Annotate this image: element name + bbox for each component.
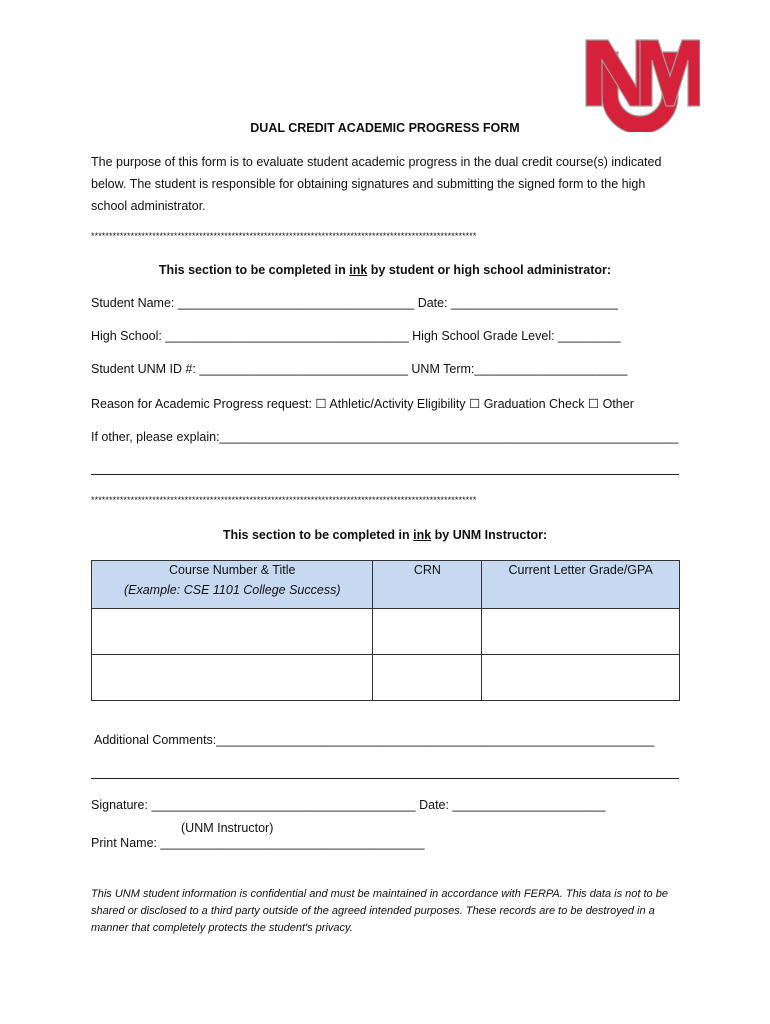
instructor-section-heading: This section to be completed in ink by UNM Instructor: xyxy=(222,528,548,542)
course-title-header: Course Number & Title (Example: CSE 1101 College Success) xyxy=(92,561,373,609)
course-cell[interactable] xyxy=(92,609,373,655)
student-section-heading: This section to be completed in ink by student or high school administrator: xyxy=(158,263,612,277)
grade-cell[interactable] xyxy=(482,655,680,701)
purpose-paragraph: The purpose of this form is to evaluate student academic progress in the dual credit course(s) indicated below. The student is responsible for obtaining signatures and submitting the signed form to the high school administrator. xyxy=(91,155,662,213)
signature-field[interactable]: Signature: ______________________________________ Date: ______________________ xyxy=(91,798,606,812)
crn-header: CRN xyxy=(373,561,482,609)
comments-field[interactable]: Additional Comments:_______________________________________________________________ xyxy=(94,733,655,747)
student-name-field[interactable]: Student Name: __________________________________ Date: ________________________ xyxy=(91,296,618,310)
course-cell[interactable] xyxy=(92,655,373,701)
grade-header: Current Letter Grade/GPA xyxy=(482,561,680,609)
form-title: DUAL CREDIT ACADEMIC PROGRESS FORM xyxy=(250,121,520,135)
crn-cell[interactable] xyxy=(373,609,482,655)
table-row xyxy=(92,609,680,655)
explain-field[interactable]: If other, please explain:__________________________________________________________________ xyxy=(91,430,679,444)
course-table xyxy=(91,560,680,701)
separator-1: *********************************************************************************************************** xyxy=(91,231,477,241)
comments-continuation-line[interactable] xyxy=(91,778,679,779)
separator-2: *********************************************************************************************************** xyxy=(91,495,477,505)
unm-id-field[interactable]: Student UNM ID #: ______________________________ UNM Term:______________________ xyxy=(91,362,628,376)
table-row xyxy=(92,655,680,701)
instructor-label: (UNM Instructor) xyxy=(181,821,274,835)
ferpa-notice: This UNM student information is confidential and must be maintained in accordance with FERPA. This data is not to be shared or disclosed to a third party outside of the agreed intended purposes. These records are to be destroyed in a manner that completely protects the student's privacy. xyxy=(91,888,668,934)
crn-cell[interactable] xyxy=(373,655,482,701)
course-table-header xyxy=(92,561,680,609)
unm-logo xyxy=(580,32,700,132)
print-name-field[interactable]: Print Name: ______________________________________ xyxy=(91,836,425,850)
explain-continuation-line[interactable] xyxy=(91,474,679,475)
high-school-field[interactable]: High School: ___________________________________ High School Grade Level: _________ xyxy=(91,329,621,343)
grade-cell[interactable] xyxy=(482,609,680,655)
course-example: (Example: CSE 1101 College Success) xyxy=(123,583,341,597)
reason-checkboxes[interactable]: Reason for Academic Progress request: ☐ Athletic/Activity Eligibility ☐ Graduation Check ☐ Other xyxy=(91,397,634,411)
